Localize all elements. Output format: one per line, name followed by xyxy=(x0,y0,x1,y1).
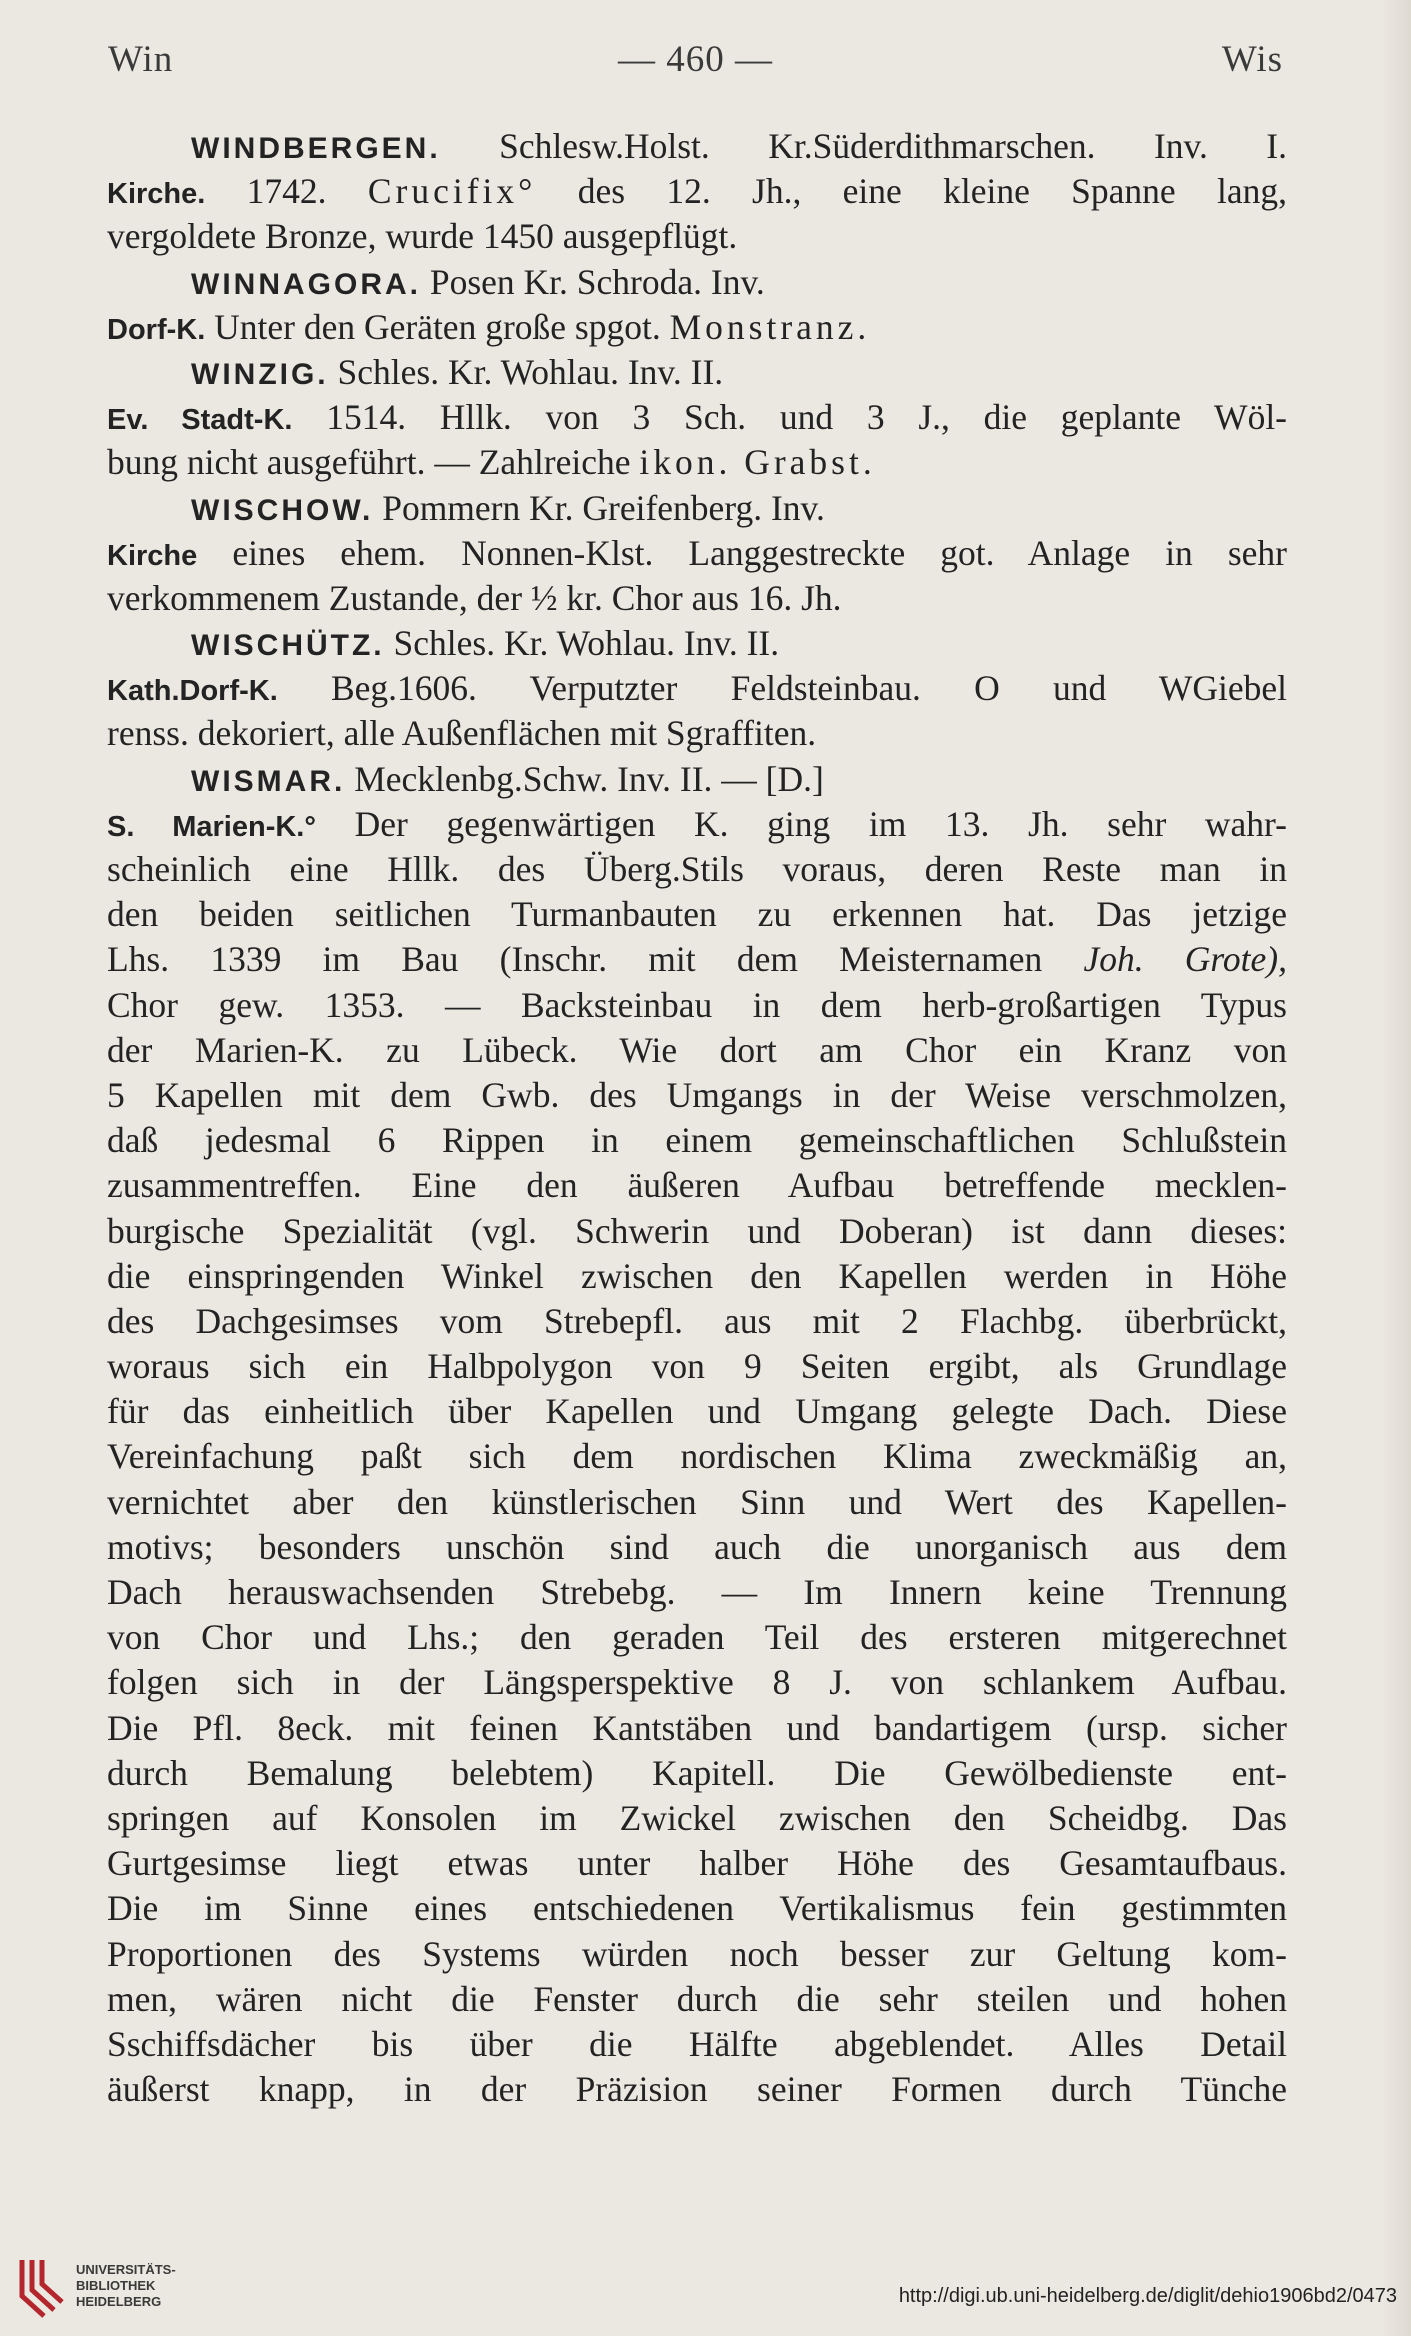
text-line xyxy=(107,1886,1287,1931)
text-segment: vernichtet aber den künstlerischen Sinn und Wert des Kapellen- xyxy=(107,1481,1287,1522)
text-segment: Posen Kr. Schroda. Inv. xyxy=(420,261,765,302)
text-line xyxy=(107,1841,1287,1886)
text-line xyxy=(107,1028,1287,1073)
text-segment: durch Bemalung belebtem) Kapitell. Die Gewölbedienste ent- xyxy=(107,1752,1287,1793)
text-segment: bung nicht ausgeführt. — Zahlreiche xyxy=(107,442,640,483)
text-segment: Chor gew. 1353. — Backsteinbau in dem herb-großartigen Typus xyxy=(107,984,1287,1025)
text-segment: verkommenem Zustande, der ½ kr. Chor aus 16. Jh. xyxy=(107,577,842,618)
text-line xyxy=(107,1525,1287,1570)
text-segment: daß jedesmal 6 Rippen in einem gemeinschaftlichen Schlußstein xyxy=(107,1120,1287,1161)
entry-headword: WINZIG. xyxy=(191,357,329,391)
text-segment: Gurtgesimse liegt etwas unter halber Höhe des Gesamtaufbaus. xyxy=(107,1843,1287,1884)
text-segment: von Chor und Lhs.; den geraden Teil des ersteren mitgerechnet xyxy=(107,1617,1287,1658)
text-line xyxy=(107,440,1287,485)
text-segment: burgische Spezialität (vgl. Schwerin und Doberan) ist dann dieses: xyxy=(107,1210,1287,1251)
text-segment: Schlesw.Holst. Kr.Süderdithmarschen. Inv. I. xyxy=(440,126,1287,166)
text-segment: Vereinfachung paßt sich dem nordischen Klima zweckmäßig an, xyxy=(107,1436,1287,1477)
text-segment: für das einheitlich über Kapellen und Umgang gelegte Dach. Diese xyxy=(107,1391,1287,1432)
text-segment: Lhs. 1339 im Bau (Inschr. mit dem Meisternamen xyxy=(107,939,1084,980)
text-line xyxy=(107,1977,1287,2022)
logo-line-1: UNIVERSITÄTS- xyxy=(76,2262,176,2277)
source-url-link[interactable]: http://digi.ub.uni-heidelberg.de/diglit/dehio1906bd2/0473 xyxy=(898,2285,1397,2307)
text-line xyxy=(107,169,1287,214)
text-line xyxy=(107,1299,1287,1344)
text-segment: ikon. Grabst. xyxy=(639,442,876,483)
text-line xyxy=(107,1389,1287,1434)
text-line xyxy=(107,214,1287,259)
text-segment: Der gegenwärtigen K. ging im 13. Jh. sehr wahr- xyxy=(315,803,1287,844)
library-logo-icon xyxy=(14,2256,68,2320)
text-segment: Sschiffsdächer bis über die Hälfte abgeblendet. Alles Detail xyxy=(107,2023,1287,2064)
text-line xyxy=(107,1932,1287,1977)
entry-label: Dorf-K. xyxy=(107,313,206,346)
text-segment: Beg.1606. Verputzter Feldsteinbau. O und WGiebel xyxy=(277,668,1287,709)
text-segment: des Dachgesimses vom Strebepfl. aus mit 2 Flachbg. überbrückt, xyxy=(107,1300,1287,1341)
text-segment: scheinlich eine Hllk. des Überg.Stils voraus, deren Reste man in xyxy=(107,849,1287,889)
text-line xyxy=(107,711,1287,756)
logo-line-3: HEIDELBERG xyxy=(76,2294,162,2309)
text-line xyxy=(107,847,1287,892)
text-line xyxy=(107,350,1287,395)
text-segment: Die Pfl. 8eck. mit feinen Kantstäben und bandartigem (ursp. sicher xyxy=(107,1707,1287,1748)
text-segment: des 12. Jh., eine kleine Spanne lang, xyxy=(536,171,1287,212)
text-segment: 1742. xyxy=(205,171,368,212)
text-segment: Proportionen des Systems würden noch besser zur Geltung kom- xyxy=(107,1933,1287,1974)
text-segment: renss. dekoriert, alle Außenflächen mit Sgraffiten. xyxy=(107,713,817,754)
text-line xyxy=(107,2022,1287,2067)
text-segment: Unter den Geräten große spgot. xyxy=(205,306,670,347)
text-segment: Crucifix° xyxy=(367,171,537,212)
text-line xyxy=(107,531,1287,576)
entry-label: Kirche. xyxy=(107,178,206,211)
entry-label: Kirche xyxy=(107,539,198,572)
entry-label: Kath.Dorf-K. xyxy=(107,675,278,708)
entry-headword: WINNAGORA. xyxy=(191,267,421,301)
text-line xyxy=(107,621,1287,666)
text-segment: Dach herauswachsenden Strebebg. — Im Innern keine Trennung xyxy=(107,1572,1287,1612)
text-line xyxy=(107,1480,1287,1525)
text-line xyxy=(107,2067,1287,2112)
text-segment: Pommern Kr. Greifenberg. Inv. xyxy=(373,487,825,528)
text-line xyxy=(107,1344,1287,1389)
text-segment: äußerst knapp, in der Präzision seiner Formen durch Tünche xyxy=(107,2069,1287,2110)
page-number: — 460 — xyxy=(618,39,773,80)
logo-line-2: BIBLIOTHEK xyxy=(76,2278,156,2293)
text-segment: die einspringenden Winkel zwischen den Kapellen werden in Höhe xyxy=(107,1255,1287,1296)
text-line xyxy=(107,1254,1287,1299)
text-line xyxy=(107,1570,1287,1615)
text-line xyxy=(107,1434,1287,1479)
text-line xyxy=(107,1660,1287,1705)
text-line xyxy=(107,1209,1287,1254)
text-line xyxy=(107,666,1287,711)
text-segment: eines ehem. Nonnen-Klst. Langgestreckte got. Anlage in sehr xyxy=(197,532,1287,573)
text-line xyxy=(107,1796,1287,1841)
text-line xyxy=(107,124,1287,169)
entry-headword: WISCHOW. xyxy=(191,493,374,527)
text-line xyxy=(107,757,1287,802)
text-line xyxy=(107,892,1287,937)
article-body xyxy=(107,124,1287,2112)
text-segment: woraus sich ein Halbpolygon von 9 Seiten ergibt, als Grundlage xyxy=(107,1346,1287,1387)
text-line xyxy=(107,1073,1287,1118)
text-line xyxy=(107,937,1287,982)
page-header xyxy=(108,38,1283,98)
text-segment: zusammentreffen. Eine den äußeren Aufbau betreffende mecklen- xyxy=(107,1165,1287,1206)
header-left-catchword: Win xyxy=(108,39,174,80)
text-segment: Mecklenbg.Schw. Inv. II. — [D.] xyxy=(345,758,824,799)
text-segment: der Marien-K. zu Lübeck. Wie dort am Chor ein Kranz von xyxy=(107,1029,1287,1070)
text-line xyxy=(107,1163,1287,1208)
library-logo-text xyxy=(76,2262,176,2310)
text-line xyxy=(107,305,1287,350)
text-segment: folgen sich in der Längsperspektive 8 J. von schlankem Aufbau. xyxy=(107,1662,1287,1703)
header-right-catchword: Wis xyxy=(1221,39,1283,80)
entry-headword: WISCHÜTZ. xyxy=(191,629,385,663)
text-line xyxy=(107,802,1287,847)
entry-label: S. Marien-K.° xyxy=(107,810,316,843)
entry-headword: WISMAR. xyxy=(191,764,346,798)
text-line xyxy=(107,576,1287,621)
text-segment: springen auf Konsolen im Zwickel zwischen den Scheidbg. Das xyxy=(107,1797,1287,1838)
text-segment: Schles. Kr. Wohlau. Inv. II. xyxy=(384,623,780,664)
page-gutter xyxy=(1381,0,1411,2336)
text-segment: Joh. Grote), xyxy=(1083,939,1287,980)
text-line xyxy=(107,260,1287,305)
text-segment: motivs; besonders unschön sind auch die unorganisch aus dem xyxy=(107,1526,1287,1567)
text-segment: den beiden seitlichen Turmanbauten zu erkennen hat. Das jetzige xyxy=(107,894,1287,935)
text-segment: Monstranz. xyxy=(669,306,871,347)
text-segment: 5 Kapellen mit dem Gwb. des Umgangs in der Weise verschmolzen, xyxy=(107,1074,1287,1115)
text-segment: Schles. Kr. Wohlau. Inv. II. xyxy=(328,351,724,392)
text-line xyxy=(107,1118,1287,1163)
text-line xyxy=(107,1615,1287,1660)
entry-label: Ev. Stadt-K. xyxy=(107,404,293,437)
library-logo[interactable] xyxy=(14,2256,214,2320)
text-segment: vergoldete Bronze, wurde 1450 ausgepflügt. xyxy=(107,216,738,257)
entry-headword: WINDBERGEN. xyxy=(191,132,441,165)
text-segment: men, wären nicht die Fenster durch die sehr steilen und hohen xyxy=(107,1978,1287,2019)
text-line xyxy=(107,983,1287,1028)
text-line xyxy=(107,395,1287,440)
text-line xyxy=(107,1706,1287,1751)
text-segment: Die im Sinne eines entschiedenen Vertikalismus fein gestimmten xyxy=(107,1888,1287,1929)
text-line xyxy=(107,1751,1287,1796)
text-segment: 1514. Hllk. von 3 Sch. und 3 J., die geplante Wöl- xyxy=(292,397,1287,438)
text-line xyxy=(107,486,1287,531)
